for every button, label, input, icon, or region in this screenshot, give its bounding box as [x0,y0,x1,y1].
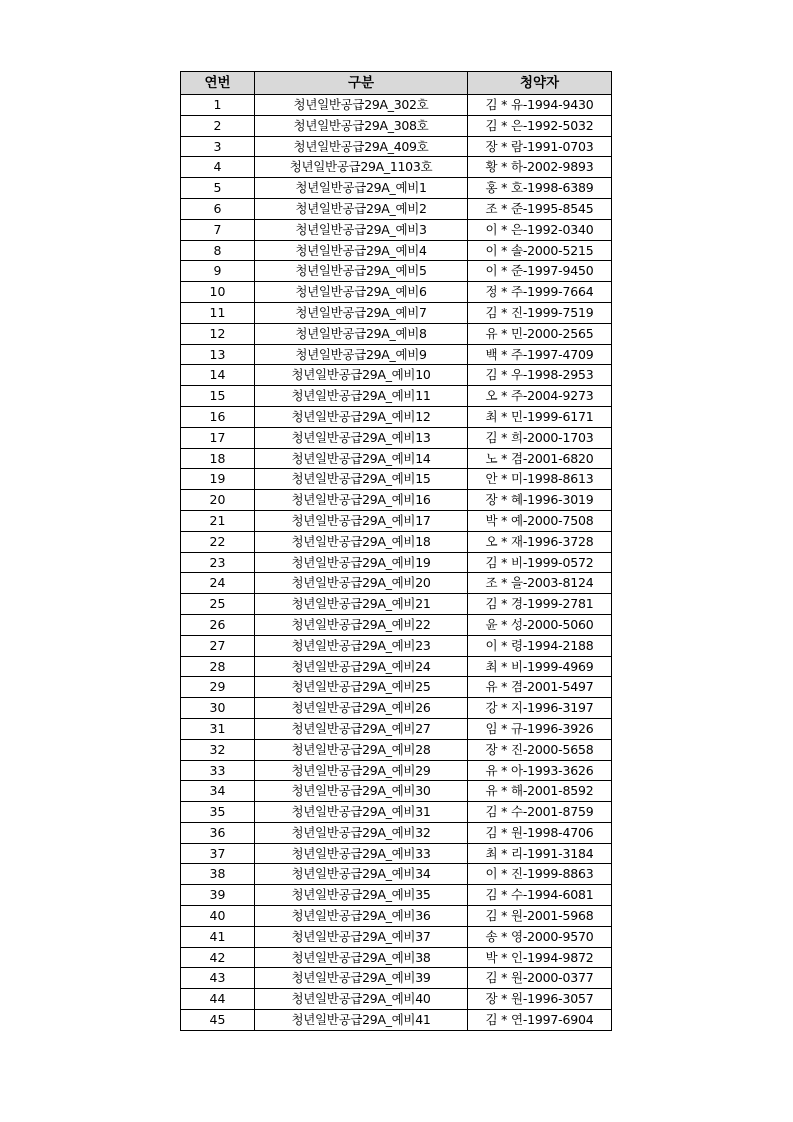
row-number: 7 [181,219,255,240]
row-number: 44 [181,989,255,1010]
table-row [181,552,612,573]
row-category: 청년일반공급29A_예비6 [255,282,468,303]
table-row [181,802,612,823]
row-category: 청년일반공급29A_예비40 [255,989,468,1010]
table-row [181,698,612,719]
table-row [181,261,612,282]
row-category: 청년일반공급29A_예비37 [255,926,468,947]
table-row [181,885,612,906]
row-number: 22 [181,531,255,552]
table-row [181,677,612,698]
row-number: 28 [181,656,255,677]
row-number: 35 [181,802,255,823]
row-applicant: 유 * 해-2001-8592 [468,781,612,802]
row-category: 청년일반공급29A_예비27 [255,718,468,739]
row-category: 청년일반공급29A_예비10 [255,365,468,386]
row-category: 청년일반공급29A_예비1 [255,178,468,199]
row-number: 33 [181,760,255,781]
row-applicant: 오 * 재-1996-3728 [468,531,612,552]
row-category: 청년일반공급29A_예비34 [255,864,468,885]
row-applicant: 김 * 유-1994-9430 [468,95,612,116]
table-row [181,365,612,386]
row-category: 청년일반공급29A_예비14 [255,448,468,469]
row-number: 37 [181,843,255,864]
table-row [181,406,612,427]
row-number: 21 [181,510,255,531]
table-row [181,490,612,511]
row-category: 청년일반공급29A_예비21 [255,594,468,615]
header-number: 연번 [181,72,255,95]
row-number: 34 [181,781,255,802]
row-applicant: 조 * 을-2003-8124 [468,573,612,594]
row-applicant: 김 * 수-1994-6081 [468,885,612,906]
row-applicant: 노 * 겸-2001-6820 [468,448,612,469]
row-number: 18 [181,448,255,469]
row-category: 청년일반공급29A_예비26 [255,698,468,719]
row-applicant: 김 * 수-2001-8759 [468,802,612,823]
row-category: 청년일반공급29A_예비17 [255,510,468,531]
row-category: 청년일반공급29A_예비18 [255,531,468,552]
row-category: 청년일반공급29A_예비19 [255,552,468,573]
table-row [181,219,612,240]
table-row [181,282,612,303]
row-applicant: 장 * 람-1991-0703 [468,136,612,157]
row-applicant: 김 * 원-2001-5968 [468,906,612,927]
row-applicant: 김 * 원-1998-4706 [468,822,612,843]
table-row [181,95,612,116]
row-category: 청년일반공급29A_예비35 [255,885,468,906]
table-row [181,760,612,781]
row-number: 14 [181,365,255,386]
row-category: 청년일반공급29A_예비29 [255,760,468,781]
row-category: 청년일반공급29A_302호 [255,95,468,116]
row-category: 청년일반공급29A_예비7 [255,302,468,323]
row-applicant: 김 * 은-1992-5032 [468,115,612,136]
table-row [181,469,612,490]
row-category: 청년일반공급29A_예비25 [255,677,468,698]
row-category: 청년일반공급29A_예비33 [255,843,468,864]
table-row [181,344,612,365]
row-number: 38 [181,864,255,885]
row-number: 26 [181,614,255,635]
row-number: 40 [181,906,255,927]
row-category: 청년일반공급29A_예비38 [255,947,468,968]
table-row [181,510,612,531]
row-applicant: 황 * 하-2002-9893 [468,157,612,178]
table-row [181,906,612,927]
row-number: 3 [181,136,255,157]
table-row [181,427,612,448]
row-number: 8 [181,240,255,261]
row-applicant: 윤 * 성-2000-5060 [468,614,612,635]
table-row [181,302,612,323]
row-category: 청년일반공급29A_예비24 [255,656,468,677]
row-applicant: 박 * 인-1994-9872 [468,947,612,968]
row-number: 5 [181,178,255,199]
row-applicant: 최 * 민-1999-6171 [468,406,612,427]
row-category: 청년일반공급29A_예비28 [255,739,468,760]
row-applicant: 김 * 희-2000-1703 [468,427,612,448]
row-number: 36 [181,822,255,843]
table-row [181,198,612,219]
table-row [181,157,612,178]
row-applicant: 오 * 주-2004-9273 [468,386,612,407]
row-applicant: 김 * 진-1999-7519 [468,302,612,323]
row-category: 청년일반공급29A_예비13 [255,427,468,448]
row-number: 17 [181,427,255,448]
row-category: 청년일반공급29A_409호 [255,136,468,157]
row-applicant: 장 * 혜-1996-3019 [468,490,612,511]
row-number: 31 [181,718,255,739]
row-number: 27 [181,635,255,656]
row-number: 19 [181,469,255,490]
table-row [181,822,612,843]
row-number: 39 [181,885,255,906]
row-number: 9 [181,261,255,282]
row-number: 12 [181,323,255,344]
row-applicant: 김 * 경-1999-2781 [468,594,612,615]
row-number: 41 [181,926,255,947]
row-category: 청년일반공급29A_예비41 [255,1010,468,1031]
table-row [181,594,612,615]
table-row [181,843,612,864]
table-row [181,947,612,968]
row-applicant: 조 * 준-1995-8545 [468,198,612,219]
row-category: 청년일반공급29A_예비36 [255,906,468,927]
row-number: 30 [181,698,255,719]
table-row [181,573,612,594]
row-number: 10 [181,282,255,303]
row-applicant: 강 * 지-1996-3197 [468,698,612,719]
table-row [181,739,612,760]
row-number: 45 [181,1010,255,1031]
row-applicant: 유 * 아-1993-3626 [468,760,612,781]
row-applicant: 임 * 규-1996-3926 [468,718,612,739]
table-row [181,614,612,635]
row-number: 23 [181,552,255,573]
table-row [181,968,612,989]
table-row [181,781,612,802]
row-category: 청년일반공급29A_예비15 [255,469,468,490]
table-row [181,989,612,1010]
row-category: 청년일반공급29A_1103호 [255,157,468,178]
row-applicant: 홍 * 호-1998-6389 [468,178,612,199]
row-number: 32 [181,739,255,760]
row-category: 청년일반공급29A_예비32 [255,822,468,843]
table-row [181,864,612,885]
row-category: 청년일반공급29A_예비39 [255,968,468,989]
table-row [181,718,612,739]
row-number: 11 [181,302,255,323]
table-row [181,386,612,407]
row-category: 청년일반공급29A_예비30 [255,781,468,802]
table-row [181,635,612,656]
row-category: 청년일반공급29A_예비8 [255,323,468,344]
table-row [181,1010,612,1031]
row-applicant: 최 * 비-1999-4969 [468,656,612,677]
table-row [181,448,612,469]
row-applicant: 송 * 영-2000-9570 [468,926,612,947]
row-applicant: 백 * 주-1997-4709 [468,344,612,365]
table-row [181,926,612,947]
row-applicant: 이 * 은-1992-0340 [468,219,612,240]
row-applicant: 최 * 리-1991-3184 [468,843,612,864]
row-applicant: 안 * 미-1998-8613 [468,469,612,490]
row-applicant: 이 * 진-1999-8863 [468,864,612,885]
row-number: 42 [181,947,255,968]
row-number: 4 [181,157,255,178]
row-applicant: 이 * 솔-2000-5215 [468,240,612,261]
row-applicant: 김 * 우-1998-2953 [468,365,612,386]
row-applicant: 김 * 원-2000-0377 [468,968,612,989]
table-row [181,136,612,157]
row-category: 청년일반공급29A_308호 [255,115,468,136]
row-applicant: 김 * 비-1999-0572 [468,552,612,573]
header-row [181,72,612,95]
row-number: 6 [181,198,255,219]
row-category: 청년일반공급29A_예비23 [255,635,468,656]
row-category: 청년일반공급29A_예비2 [255,198,468,219]
table-row [181,656,612,677]
row-category: 청년일반공급29A_예비22 [255,614,468,635]
row-category: 청년일반공급29A_예비3 [255,219,468,240]
table-row [181,323,612,344]
row-applicant: 유 * 민-2000-2565 [468,323,612,344]
row-number: 25 [181,594,255,615]
table-row [181,115,612,136]
row-number: 20 [181,490,255,511]
row-category: 청년일반공급29A_예비4 [255,240,468,261]
row-category: 청년일반공급29A_예비16 [255,490,468,511]
row-category: 청년일반공급29A_예비12 [255,406,468,427]
row-applicant: 이 * 령-1994-2188 [468,635,612,656]
row-number: 13 [181,344,255,365]
header-applicant: 청약자 [468,72,612,95]
row-applicant: 장 * 원-1996-3057 [468,989,612,1010]
row-applicant: 이 * 준-1997-9450 [468,261,612,282]
row-category: 청년일반공급29A_예비5 [255,261,468,282]
table-row [181,240,612,261]
row-applicant: 박 * 예-2000-7508 [468,510,612,531]
applicant-table [180,71,612,1031]
row-category: 청년일반공급29A_예비20 [255,573,468,594]
row-category: 청년일반공급29A_예비11 [255,386,468,407]
row-category: 청년일반공급29A_예비31 [255,802,468,823]
row-category: 청년일반공급29A_예비9 [255,344,468,365]
row-number: 16 [181,406,255,427]
row-number: 43 [181,968,255,989]
table-row [181,531,612,552]
row-number: 29 [181,677,255,698]
header-category: 구분 [255,72,468,95]
row-number: 2 [181,115,255,136]
row-applicant: 정 * 주-1999-7664 [468,282,612,303]
row-applicant: 김 * 연-1997-6904 [468,1010,612,1031]
row-number: 24 [181,573,255,594]
row-applicant: 장 * 진-2000-5658 [468,739,612,760]
table-row [181,178,612,199]
row-number: 1 [181,95,255,116]
row-applicant: 유 * 겸-2001-5497 [468,677,612,698]
row-number: 15 [181,386,255,407]
